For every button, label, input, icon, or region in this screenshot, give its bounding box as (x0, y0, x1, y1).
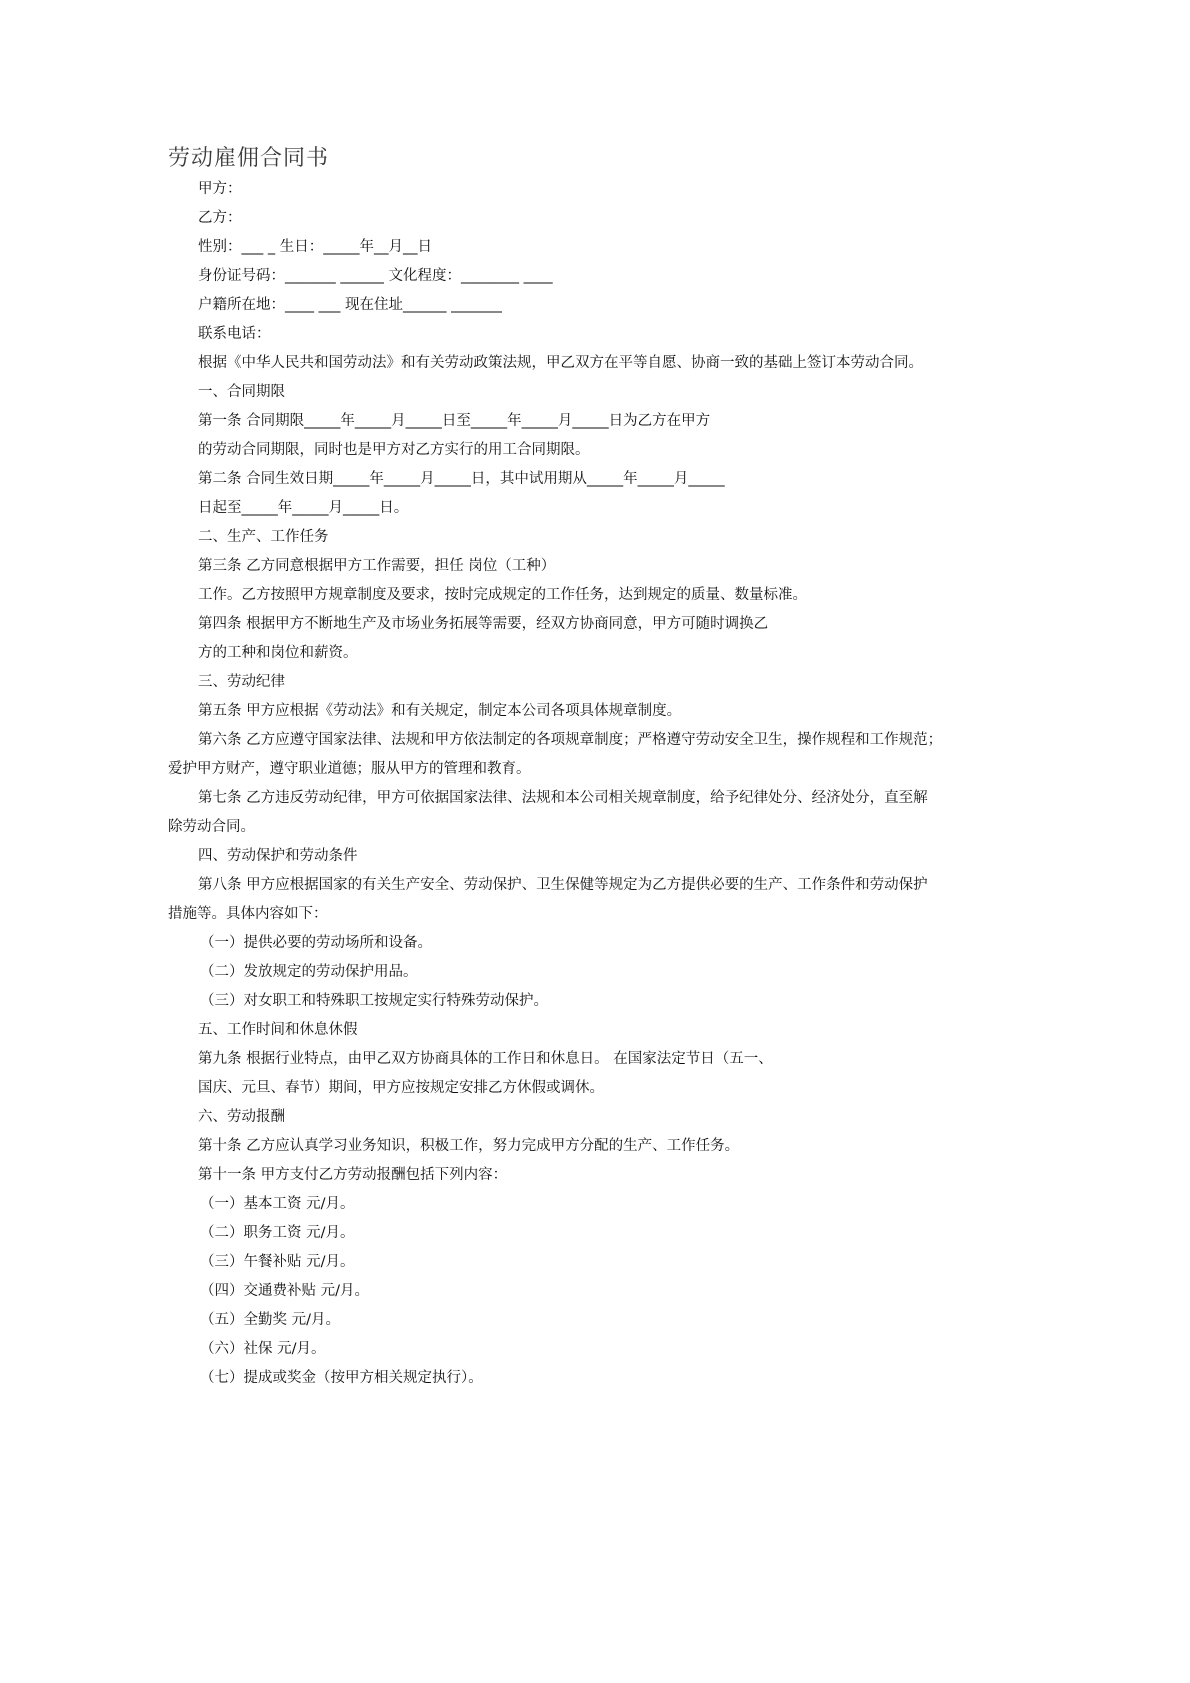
pay-item-6: （六）社保 元/月。 (200, 1341, 326, 1357)
section-6-heading: 六、劳动报酬 (198, 1109, 285, 1125)
preamble: 根据《中华人民共和国劳动法》和有关劳动政策法规，甲乙双方在平等自愿、协商一致的基础上签订本劳动合同。 (198, 355, 923, 371)
section-4-heading: 四、劳动保护和劳动条件 (198, 848, 358, 864)
document-title: 劳动雇佣合同书 (168, 146, 330, 171)
article-2: 第二条 合同生效日期_____年_____月_____日，其中试用期从_____年_____月_____ (198, 471, 725, 487)
article-3-cont: 工作。乙方按照甲方规章制度及要求，按时完成规定的工作任务，达到规定的质量、数量标准。 (198, 587, 807, 603)
phone-field: 联系电话： (198, 326, 271, 342)
pay-item-3: （三）午餐补贴 元/月。 (200, 1254, 355, 1270)
section-3-heading: 三、劳动纪律 (198, 674, 285, 690)
article-7-cont: 除劳动合同。 (168, 819, 255, 835)
pay-item-7: （七）提成或奖金（按甲方相关规定执行）。 (200, 1370, 483, 1386)
section-2-heading: 二、生产、工作任务 (198, 529, 329, 545)
article-6-cont: 爱护甲方财产，遵守职业道德；服从甲方的管理和教育。 (168, 761, 531, 777)
pay-item-2: （二）职务工资 元/月。 (200, 1225, 355, 1241)
article-6: 第六条 乙方应遵守国家法律、法规和甲方依法制定的各项规章制度；严格遵守劳动安全卫生，操作规程和工作规范； (198, 732, 943, 748)
pay-item-4: （四）交通费补贴 元/月。 (200, 1283, 369, 1299)
article-11: 第十一条 甲方支付乙方劳动报酬包括下列内容： (198, 1167, 508, 1183)
article-10: 第十条 乙方应认真学习业务知识，积极工作，努力完成甲方分配的生产、工作任务。 (198, 1138, 740, 1154)
residence-address-field: 户籍所在地：____ ___ 现在住址______ _______ (198, 297, 502, 313)
article-4-cont: 方的工种和岗位和薪资。 (198, 645, 358, 661)
pay-item-1: （一）基本工资 元/月。 (200, 1196, 355, 1212)
article-8-item-3: （三）对女职工和特殊职工按规定实行特殊劳动保护。 (200, 993, 548, 1009)
article-2-cont: 日起至_____年_____月_____日。 (198, 500, 409, 516)
party-a-field: 甲方： (198, 181, 242, 197)
section-5-heading: 五、工作时间和休息休假 (198, 1022, 358, 1038)
id-education-field: 身份证号码：_______ ______ 文化程度：________ ____ (198, 268, 553, 284)
article-8-cont: 措施等。具体内容如下： (168, 906, 328, 922)
article-7: 第七条 乙方违反劳动纪律，甲方可依据国家法律、法规和本公司相关规章制度，给予纪律处分、经济处分，直至解 (198, 790, 928, 806)
article-1-cont: 的劳动合同期限，同时也是甲方对乙方实行的用工合同期限。 (198, 442, 590, 458)
article-8-item-2: （二）发放规定的劳动保护用品。 (200, 964, 418, 980)
section-1-heading: 一、合同期限 (198, 384, 285, 400)
article-9-cont: 国庆、元旦、春节）期间，甲方应按规定安排乙方休假或调休。 (198, 1080, 604, 1096)
article-8: 第八条 甲方应根据国家的有关生产安全、劳动保护、卫生保健等规定为乙方提供必要的生产、工作条件和劳动保护 (198, 877, 928, 893)
article-4: 第四条 根据甲方不断地生产及市场业务拓展等需要，经双方协商同意，甲方可随时调换乙 (198, 616, 769, 632)
pay-item-5: （五）全勤奖 元/月。 (200, 1312, 340, 1328)
article-1: 第一条 合同期限_____年_____月_____日至_____年_____月_____日为乙方在甲方 (198, 413, 711, 429)
article-8-item-1: （一）提供必要的劳动场所和设备。 (200, 935, 432, 951)
gender-birthday-field: 性别：___ _ 生日：_____年__月__日 (198, 239, 432, 255)
party-b-field: 乙方： (198, 210, 242, 226)
article-5: 第五条 甲方应根据《劳动法》和有关规定，制定本公司各项具体规章制度。 (198, 703, 682, 719)
article-9: 第九条 根据行业特点，由甲乙双方协商具体的工作日和休息日。 在国家法定节日（五一、 (198, 1051, 773, 1067)
article-3: 第三条 乙方同意根据甲方工作需要，担任 岗位（工种） (198, 558, 556, 574)
